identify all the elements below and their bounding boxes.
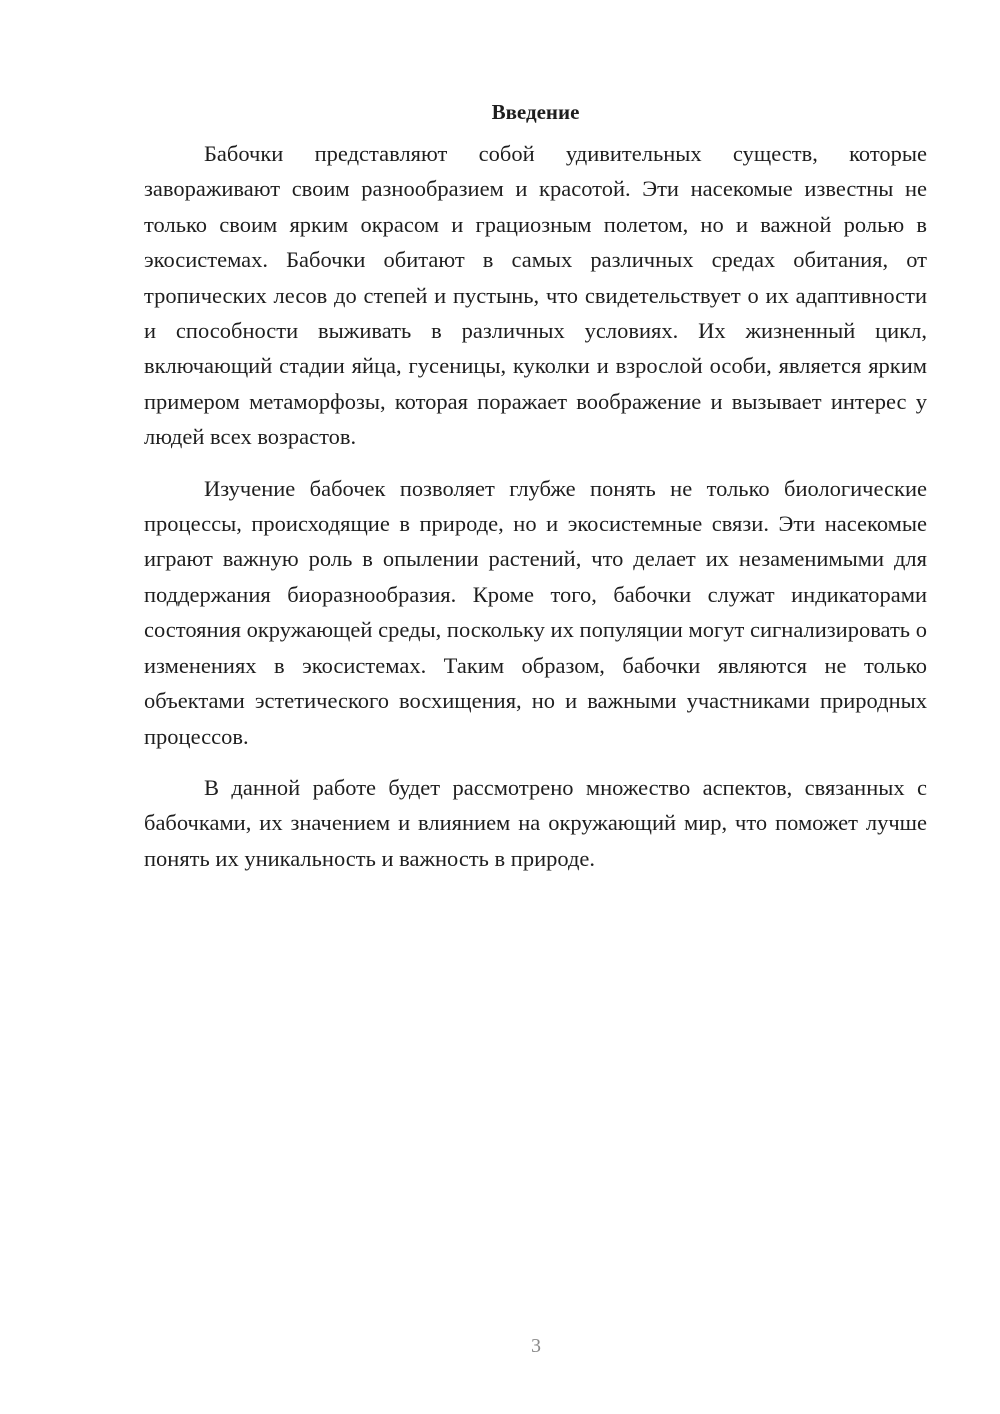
paragraph-2: Изучение бабочек позволяет глубже понять не только биологические процессы, происходящие в природе, но и экосистемные связи. Эти насекомые играют важную роль в опылении растений, что делает их незаменимыми для поддержания биоразнообразия. Кроме того, бабочки служат индикаторами состояния окружающей среды, поскольку их популяции могут сигнализировать о изменениях в экосистемах. Таким образом, бабочки являются не только объектами эстетического восхищения, но и важными участниками природных процессов. [144,475,927,749]
page-content [144,98,927,892]
paragraph-3: В данной работе будет рассмотрено множество аспектов, связанных с бабочками, их значением и влиянием на окружающий мир, что поможет лучше понять их уникальность и важность в природе. [144,774,927,871]
section-title: Введение [491,100,580,124]
page-number: 3 [531,1335,541,1357]
paragraph-1: Бабочки представляют собой удивительных существ, которые завораживают своим разнообразием и красотой. Эти насекомые известны не только своим ярким окрасом и грациозным полетом, но и важной ролью в экосистемах. Бабочки обитают в самых различных средах обитания, от тропических лесов до степей и пустынь, что свидетельствует о их адаптивности и способности выживать в различных условиях. Их жизненный цикл, включающий стадии яйца, гусеницы, куколки и взрослой особи, является ярким примером метаморфозы, которая поражает воображение и вызывает интерес у людей всех возрастов. [144,141,927,450]
